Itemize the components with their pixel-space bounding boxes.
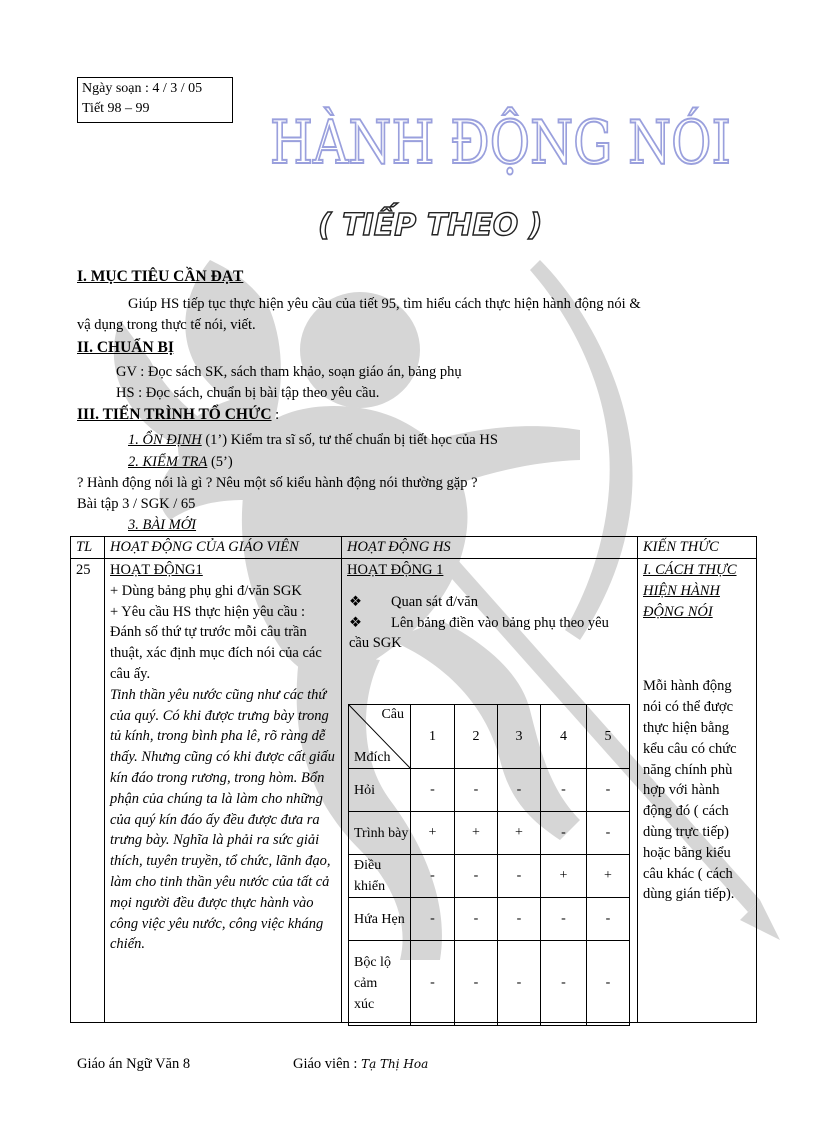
mark: - — [587, 898, 630, 941]
mark: + — [498, 812, 541, 855]
mark: - — [455, 898, 498, 941]
row-label: Điều khiển — [349, 855, 411, 898]
mark: - — [541, 769, 587, 812]
diamond-bullet-icon: ❖ — [349, 614, 362, 631]
preparation-student: HS : Đọc sách, chuẩn bị bài tập theo yêu cầu. — [116, 385, 380, 401]
mark: - — [411, 941, 455, 1026]
purpose-row-present — [349, 812, 630, 855]
purpose-row-command — [349, 855, 630, 898]
mark: - — [541, 812, 587, 855]
purpose-header-row — [349, 705, 630, 769]
mark: - — [455, 855, 498, 898]
mark: - — [498, 941, 541, 1026]
mark: + — [411, 812, 455, 855]
section-process-heading: III. TIẾN TRÌNH TỔ CHỨC — [77, 406, 272, 423]
footer-teacher — [293, 1056, 428, 1073]
header-teacher-activity: HOẠT ĐỘNG CỦA GIÁO VIÊN — [105, 537, 342, 559]
knowledge-cell — [638, 559, 757, 1023]
teacher-signature: Tạ Thị Hoa — [361, 1057, 429, 1071]
mark: - — [587, 812, 630, 855]
section-process-colon: : — [271, 407, 280, 423]
step-check-text: (5’) — [207, 454, 233, 470]
time-cell: 25 — [71, 559, 105, 1023]
row-label: Trình bày — [349, 812, 411, 855]
mark: - — [411, 855, 455, 898]
corner-cell — [349, 705, 411, 769]
purpose-row-promise — [349, 898, 630, 941]
step-stabilize-label: 1. ỔN ĐỊNH — [128, 432, 202, 448]
header-time: TL — [71, 537, 105, 559]
knowledge-text: Mỗi hành động nói có thể được thực hiện bằng kểu câu có chức năng chính phù hợp với hành động đó ( cách dùng trực tiếp) hoặc bằng kiểu câu khác ( cách dùng gián tiếp). — [643, 678, 737, 903]
student-step-1-text: Quan sát đ/văn — [391, 593, 478, 610]
objectives-text-line2: vậ dụng trong thực tế nói, viết. — [77, 317, 256, 333]
student-step-2 — [347, 613, 632, 655]
step-check-label: 2. KIỂM TRA — [128, 454, 208, 470]
row-label: Bộc lộ cảm xúc — [349, 941, 411, 1026]
header-knowledge: KIẾN THỨC — [638, 537, 757, 559]
knowledge-title: I. CÁCH THỰC HIỆN HÀNH ĐỘNG NÓI — [643, 562, 737, 620]
footer-teacher-label: Giáo viên : — [293, 1056, 362, 1072]
step-stabilize — [128, 432, 498, 449]
corner-sentence-label: Câu — [381, 707, 404, 722]
mark: - — [411, 769, 455, 812]
period-number: Tiết 98 – 99 — [82, 101, 150, 116]
mark: - — [587, 769, 630, 812]
student-step-2-text: Lên bảng điền vào bảng phụ theo yêu cầu SGK — [349, 614, 609, 652]
preparation-date: Ngày soạn : 4 / 3 / 05 — [82, 81, 203, 96]
col-1: 1 — [411, 705, 455, 769]
row-label: Hỏi — [349, 769, 411, 812]
section-process-heading-line — [77, 406, 279, 424]
purpose-row-express — [349, 941, 630, 1026]
student-activity-title: HOẠT ĐỘNG 1 — [347, 562, 444, 578]
check-question: ? Hành động nói là gì ? Nêu một số kiểu hành động nói thường gặp ? — [77, 475, 478, 491]
mark: + — [455, 812, 498, 855]
col-2: 2 — [455, 705, 498, 769]
mark: + — [587, 855, 630, 898]
mark: - — [411, 898, 455, 941]
col-3: 3 — [498, 705, 541, 769]
teacher-activity-cell — [105, 559, 342, 1023]
footer-subject: Giáo án Ngữ Văn 8 — [77, 1056, 191, 1072]
mark: - — [541, 941, 587, 1026]
diamond-bullet-icon: ❖ — [349, 593, 362, 610]
lesson-info-box — [77, 77, 233, 123]
col-5: 5 — [587, 705, 630, 769]
step-stabilize-text: (1’) Kiểm tra sĩ số, tư thế chuẩn bị tiết học của HS — [201, 432, 498, 448]
mark: - — [498, 898, 541, 941]
step-check — [128, 454, 233, 471]
mark: - — [455, 769, 498, 812]
mark: - — [498, 855, 541, 898]
header-student-activity: HOẠT ĐỘNG HS — [342, 537, 638, 559]
check-exercise: Bài tập 3 / SGK / 65 — [77, 496, 196, 512]
teacher-step-1: + Dùng bảng phụ ghi đ/văn SGK — [110, 582, 302, 599]
sample-passage: Tinh thần yêu nước cũng như các thứ của quý. Có khi được trưng bày trong tủ kính, trong bình pha lê, rõ ràng dễ thấy. Nhưng cũng có khi được cất giấu kín đáo trong rương, trong hòm. Bổn phận của chúng ta là làm cho những của quý kín đáo ấy đều được đưa ra trưng bày. Nghĩa là phải ra sức giải thích, tuyên truyền, tổ chức, lãnh đạo, làm cho tinh thần yêu nước của tất cả mọi người đều được thực hành vào công việc yêu nước, công việc kháng chiến. — [110, 686, 335, 953]
page-title: HÀNH ĐỘNG NÓI — [270, 108, 731, 178]
mark: - — [498, 769, 541, 812]
table-header-row — [71, 537, 757, 559]
section-preparation-heading: II. CHUẨN BỊ — [77, 339, 174, 356]
section-objectives-heading: I. MỤC TIÊU CẦN ĐẠT — [77, 268, 244, 285]
preparation-teacher: GV : Đọc sách SK, sách tham khảo, soạn giáo án, bảng phụ — [116, 364, 462, 380]
teacher-step-2: + Yêu cầu HS thực hiện yêu cầu : Đánh số thứ tự trước mỗi câu trần thuật, xác định mục đích nói của các câu ấy. — [110, 603, 322, 682]
objectives-text-line1: Giúp HS tiếp tục thực hiện yêu cầu của tiết 95, tìm hiểu cách thực hiện hành động nói & — [128, 296, 641, 312]
speech-purpose-table — [348, 704, 630, 1026]
student-step-1 — [347, 592, 632, 613]
teacher-activity-title: HOẠT ĐỘNG1 — [110, 562, 203, 578]
corner-purpose-label: Mđích — [354, 750, 391, 765]
col-4: 4 — [541, 705, 587, 769]
purpose-row-ask — [349, 769, 630, 812]
step-new-lesson: 3. BÀI MỚI — [128, 517, 197, 533]
mark: - — [455, 941, 498, 1026]
mark: - — [541, 898, 587, 941]
mark: - — [587, 941, 630, 1026]
row-label: Hứa Hẹn — [349, 898, 411, 941]
mark: + — [541, 855, 587, 898]
page-subtitle: ( TIẾP THEO ) — [318, 208, 543, 243]
